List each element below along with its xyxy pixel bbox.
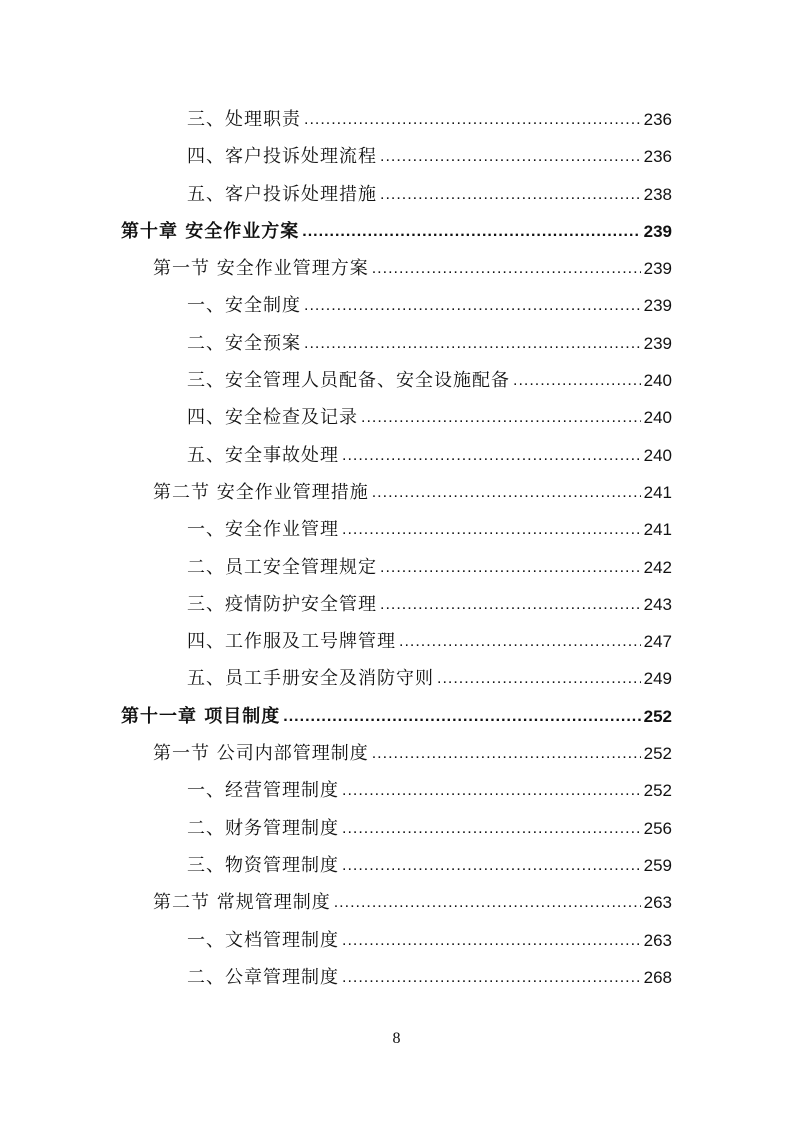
toc-entry-page-number: 252 [643, 744, 672, 764]
toc-entry-title: 第二节 安全作业管理措施 [153, 481, 369, 503]
toc-item-entry[interactable] [0, 325, 793, 362]
toc-dot-leader [342, 810, 641, 847]
toc-entry-title: 三、物资管理制度 [187, 854, 339, 876]
toc-dot-leader [342, 772, 641, 809]
toc-item-entry[interactable] [0, 847, 793, 884]
toc-dot-leader [513, 362, 641, 399]
toc-dot-leader [372, 250, 641, 287]
toc-entry-title: 第十章 安全作业方案 [121, 220, 300, 242]
toc-entry-title: 二、安全预案 [187, 332, 301, 354]
toc-dot-leader [372, 735, 641, 772]
toc-entry-page-number: 238 [643, 184, 672, 204]
toc-entry-title: 三、安全管理人员配备、安全设施配备 [187, 370, 510, 392]
toc-entry-title: 二、公章管理制度 [187, 966, 339, 988]
toc-entry-page-number: 249 [643, 669, 672, 689]
table-of-contents [0, 101, 793, 996]
toc-section-entry[interactable] [0, 735, 793, 772]
toc-entry-title: 二、财务管理制度 [187, 817, 339, 839]
toc-entry-title: 五、客户投诉处理措施 [187, 183, 377, 205]
toc-dot-leader [380, 176, 641, 213]
toc-item-entry[interactable] [0, 810, 793, 847]
page-number: 8 [392, 1030, 401, 1047]
toc-dot-leader [342, 437, 641, 474]
toc-item-entry[interactable] [0, 138, 793, 175]
toc-entry-page-number: 241 [643, 482, 672, 502]
toc-chapter-entry[interactable] [0, 698, 793, 735]
toc-entry-page-number: 236 [643, 147, 672, 167]
toc-section-entry[interactable] [0, 250, 793, 287]
toc-entry-page-number: 242 [643, 557, 672, 577]
toc-entry-page-number: 240 [643, 445, 672, 465]
toc-dot-leader [372, 474, 641, 511]
toc-entry-title: 三、处理职责 [187, 109, 301, 130]
toc-item-entry[interactable] [0, 586, 793, 623]
toc-entry-title: 一、文档管理制度 [187, 929, 339, 951]
toc-item-entry[interactable] [0, 399, 793, 436]
toc-entry-title: 四、客户投诉处理流程 [187, 146, 377, 168]
toc-entry-page-number: 240 [643, 408, 672, 428]
toc-entry-title: 二、员工安全管理规定 [187, 556, 377, 578]
toc-dot-leader [304, 101, 641, 138]
toc-dot-leader [304, 325, 641, 362]
toc-dot-leader [437, 660, 641, 697]
toc-dot-leader [342, 922, 641, 959]
toc-entry-page-number: 243 [643, 594, 672, 614]
toc-entry-page-number: 241 [643, 520, 672, 540]
toc-entry-title: 一、经营管理制度 [187, 780, 339, 802]
toc-entry-title: 第二节 常规管理制度 [153, 892, 331, 914]
toc-entry-page-number: 239 [643, 333, 672, 353]
toc-entry-title: 五、安全事故处理 [187, 444, 339, 466]
toc-dot-leader [380, 549, 641, 586]
toc-dot-leader [380, 586, 641, 623]
toc-entry-title: 四、工作服及工号牌管理 [187, 631, 396, 653]
toc-dot-leader [342, 959, 641, 996]
toc-entry-page-number: 247 [643, 632, 672, 652]
toc-chapter-entry[interactable] [0, 213, 793, 250]
toc-item-entry[interactable] [0, 959, 793, 996]
toc-entry-page-number: 252 [643, 781, 672, 801]
toc-entry-page-number: 263 [643, 893, 672, 913]
toc-dot-leader [399, 623, 641, 660]
toc-dot-leader [342, 847, 641, 884]
toc-entry-page-number: 239 [643, 296, 672, 316]
toc-dot-leader [342, 511, 641, 548]
toc-item-entry[interactable] [0, 176, 793, 213]
toc-entry-title: 三、疫情防护安全管理 [187, 593, 377, 615]
toc-entry-title: 四、安全检查及记录 [187, 407, 358, 429]
toc-entry-title: 一、安全作业管理 [187, 519, 339, 541]
toc-dot-leader [304, 287, 641, 324]
toc-item-entry[interactable] [0, 101, 793, 138]
toc-dot-leader [361, 399, 641, 436]
toc-entry-page-number: 252 [643, 706, 672, 726]
toc-item-entry[interactable] [0, 511, 793, 548]
toc-dot-leader [334, 884, 641, 921]
toc-entry-page-number: 259 [643, 855, 672, 875]
toc-item-entry[interactable] [0, 623, 793, 660]
toc-entry-page-number: 263 [643, 930, 672, 950]
toc-item-entry[interactable] [0, 362, 793, 399]
toc-entry-title: 第十一章 项目制度 [121, 705, 281, 727]
toc-entry-page-number: 268 [643, 967, 672, 987]
toc-item-entry[interactable] [0, 437, 793, 474]
toc-entry-title: 第一节 公司内部管理制度 [153, 743, 369, 765]
toc-dot-leader [283, 698, 640, 735]
toc-item-entry[interactable] [0, 287, 793, 324]
toc-entry-page-number: 239 [643, 259, 672, 279]
toc-dot-leader [302, 213, 640, 250]
toc-entry-page-number: 239 [643, 221, 672, 241]
toc-item-entry[interactable] [0, 922, 793, 959]
toc-entry-title: 第一节 安全作业管理方案 [153, 258, 369, 280]
toc-entry-title: 一、安全制度 [187, 295, 301, 317]
toc-item-entry[interactable] [0, 660, 793, 697]
toc-item-entry[interactable] [0, 772, 793, 809]
toc-section-entry[interactable] [0, 884, 793, 921]
toc-item-entry[interactable] [0, 549, 793, 586]
toc-entry-page-number: 256 [643, 818, 672, 838]
toc-entry-page-number: 240 [643, 371, 672, 391]
toc-dot-leader [380, 138, 641, 175]
toc-section-entry[interactable] [0, 474, 793, 511]
toc-entry-page-number: 236 [643, 110, 672, 129]
toc-entry-title: 五、员工手册安全及消防守则 [187, 668, 434, 690]
